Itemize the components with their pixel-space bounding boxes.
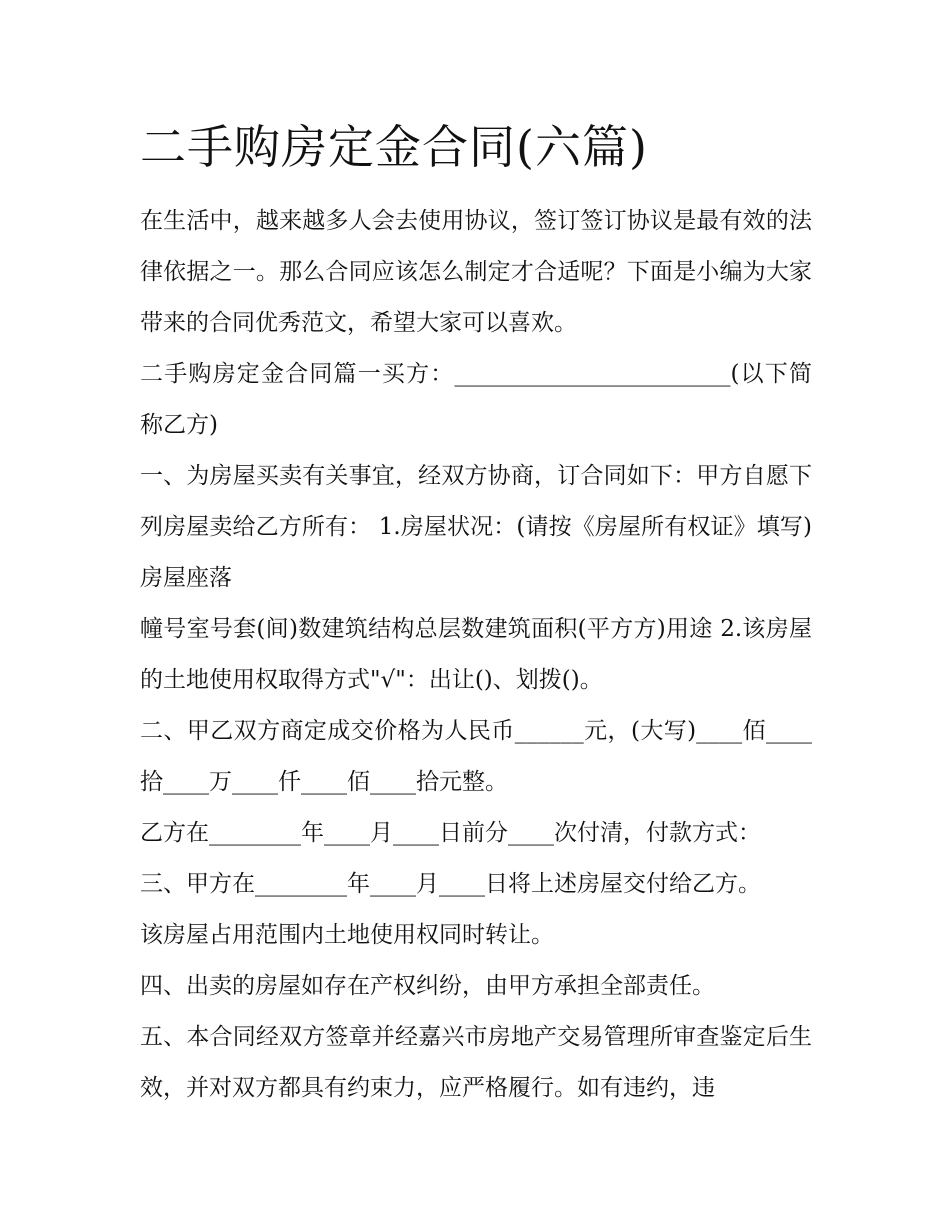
- paragraph-clause-1: 一、为房屋买卖有关事宜，经双方协商，订合同如下：甲方自愿下列房屋卖给乙方所有： 1.房屋状况：(请按《房屋所有权证》填写) 房屋座落: [140, 463, 812, 591]
- paragraph-land-use: 该房屋占用范围内土地使用权同时转让。: [140, 922, 554, 948]
- document-title: 二手购房定金合同(六篇): [140, 120, 648, 174]
- paragraph-buyer: 二手购房定金合同篇一买方：________________________(以下简称乙方): [140, 361, 812, 438]
- paragraph-clause-3: 三、甲方在________年____月____日将上述房屋交付给乙方。: [140, 871, 761, 897]
- document-body: [140, 196, 812, 1114]
- paragraph-clause-2: 二、甲乙双方商定成交价格为人民币______元，(大写)____佰____拾____万____仟____佰____拾元整。: [140, 718, 812, 795]
- paragraph-clause-5: 五、本合同经双方签章并经嘉兴市房地产交易管理所审查鉴定后生效，并对双方都具有约束力，应严格履行。如有违约，违: [140, 1024, 812, 1101]
- document-page: [140, 0, 812, 1229]
- paragraph-intro: 在生活中，越来越多人会去使用协议，签订签订协议是最有效的法律依据之一。那么合同应该怎么制定才合适呢？下面是小编为大家带来的合同优秀范文，希望大家可以喜欢。: [140, 208, 812, 336]
- paragraph-clause-1-details: 幢号室号套(间)数建筑结构总层数建筑面积(平方方)用途 2.该房屋的土地使用权取得方式"√"：出让()、划拨()。: [140, 616, 812, 693]
- paragraph-payment: 乙方在________年____月____日前分____次付清，付款方式：: [140, 820, 761, 846]
- paragraph-clause-4: 四、出卖的房屋如存在产权纠纷，由甲方承担全部责任。: [140, 973, 715, 999]
